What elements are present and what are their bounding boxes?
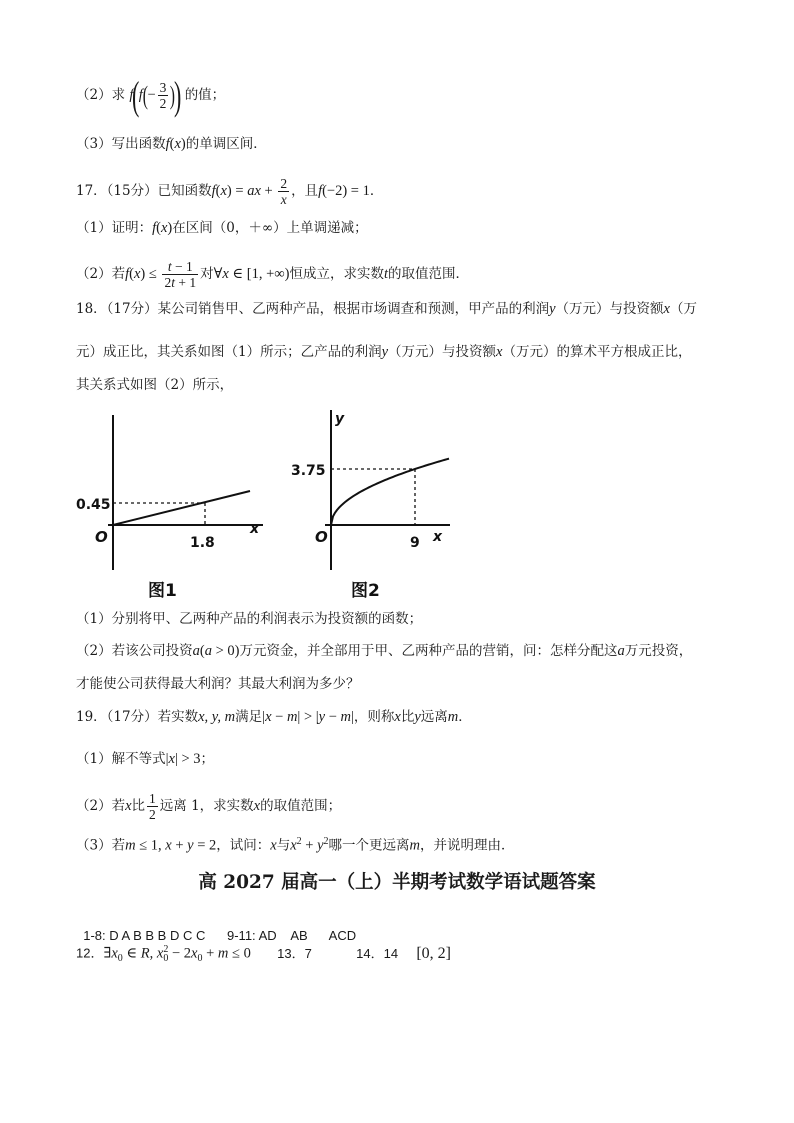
q18-line1c: （万 — [669, 301, 697, 317]
paren: ( — [142, 80, 148, 110]
minus-sign: − — [147, 87, 156, 103]
q19-part3: （3）若m ≤ 1, x + y = 2，试问：x与$x^2 + y^2$哪一个更远离m，并说明理由． — [76, 836, 515, 854]
q19-head-b: 满足 — [235, 709, 263, 725]
q19-part1: （1）解不等式|x| > 3； — [76, 751, 215, 767]
q19-head-f: ． — [458, 709, 472, 725]
answer-13: 13．7 — [277, 945, 312, 961]
paren: ) — [174, 72, 182, 118]
q19-head-e: 远离 — [420, 709, 448, 725]
figure-2-graph — [285, 405, 465, 605]
paren: ( — [132, 72, 140, 118]
q17-p1-prefix: （1）证明： — [76, 220, 153, 236]
q18-p1-text: （1）分别将甲、乙两种产品的利润表示为投资额的函数； — [76, 611, 423, 627]
q16-part2 — [76, 72, 226, 118]
q18-part2: （2）若该公司投资a(a > 0)万元资金，并全部用于甲、乙两种产品的营销，问：怎样分配这a万元投资， — [76, 643, 693, 659]
q18-line2: 元）成正比，其关系如图（1）所示；乙产品的利润y（万元）与投资额x（万元）的算术平方根成正比， — [76, 344, 692, 360]
fig1-y-tick: 0.45 — [76, 497, 111, 513]
answer-row-1 — [76, 909, 356, 945]
q16-p2-suffix: 的值； — [184, 87, 226, 103]
sqrt-curve — [331, 459, 449, 525]
q19-head-c: ，则称 — [353, 709, 395, 725]
q17-p1-mid: 在区间（0，＋∞）上单调递减； — [172, 220, 368, 236]
fig2-x-axis-label: x — [433, 529, 443, 545]
q17-p2-prefix: （2）若 — [76, 266, 126, 282]
fig1-origin: O — [95, 528, 108, 546]
q18-line2a: 元）成正比，其关系如图（1）所示；乙产品的利润 — [76, 344, 382, 360]
fig1-x-tick: 1.8 — [190, 535, 215, 551]
q16-p3-text: （3）写出函数 — [76, 136, 166, 152]
q18-p2c: 万元投资， — [624, 643, 693, 659]
fig1-x-axis-label: x — [250, 521, 260, 537]
fig2-origin: O — [315, 528, 328, 546]
q18-line2b: （万元）与投资额 — [388, 344, 497, 360]
q16-expr: f — [129, 87, 134, 103]
q19-p2d: 的取值范围； — [260, 798, 342, 814]
q19-part2: （2）若x比 $\frac{1}{2}$ 远离 1，求实数x的取值范围； — [76, 791, 342, 822]
fig2-y-tick: 3.75 — [291, 463, 326, 479]
proportional-line — [113, 491, 250, 525]
q19-head: 19．（17分）若实数x, y, m满足|x − m| > |y − m|，则称x比y远离m． — [76, 709, 472, 725]
q19-p3b: ，试问： — [216, 837, 271, 854]
fraction-t: $\frac{t - 1}{2t + 1}$ — [164, 259, 197, 290]
q18-line1-text: 18．（17分）某公司销售甲、乙两种产品，根据市场调查和预测，甲产品的利润 — [76, 301, 550, 317]
fig2-y-axis-label: y — [335, 411, 345, 427]
q19-p1a: （1）解不等式 — [76, 751, 166, 767]
q18-part1 — [76, 610, 422, 628]
q19-p2a: （2）若 — [76, 798, 126, 814]
q17-head: 17．（15分）已知函数f(x) = ax + $\frac{2}{x}$ ，且f(−2) = 1． — [76, 176, 384, 207]
q19-p2c: 远离 1，求实数 — [159, 798, 254, 814]
q17-tail: ，且 — [291, 183, 319, 199]
q19-p3e: ，并说明理由． — [420, 837, 515, 854]
q17-p2-mid: 对 — [200, 266, 214, 282]
q18-line1: 18．（17分）某公司销售甲、乙两种产品，根据市场调查和预测，甲产品的利润y（万元）与投资额x（万 — [76, 301, 697, 317]
q19-head-text: 19．（17分）若实数 — [76, 709, 199, 725]
q18-p2d: 才能使公司获得最大利润？其最大利润为多少？ — [76, 676, 360, 692]
q18-p2b: 万元资金，并全部用于甲、乙两种产品的营销，问：怎样分配这 — [239, 643, 618, 659]
q18-line2c: （万元）的算术平方根成正比， — [502, 344, 692, 360]
fraction-2-x: $\frac{2}{x}$ — [280, 176, 288, 207]
q17-part1: （1）证明：f(x)在区间（0，＋∞）上单调递减； — [76, 220, 368, 236]
q18-part2-cont — [76, 675, 360, 693]
math: f — [165, 136, 170, 152]
fig1-caption: 图1 — [148, 581, 177, 601]
q18-line3-text: 其关系式如图（2）所示， — [76, 377, 234, 393]
q16-expr-inner: f — [138, 87, 143, 103]
fig2-caption: 图2 — [351, 581, 380, 601]
answer-12-label: 12． — [76, 945, 104, 961]
fig2-x-tick: 9 — [410, 535, 420, 551]
q17-part2: （2）若f(x) ≤ $\frac{t - 1}{2t + 1}$ 对∀x ∈ [1, +∞)恒成立，求实数t的取值范围． — [76, 259, 469, 290]
q17-p2-end: 恒成立，求实数 — [289, 266, 384, 282]
answer-row-1-text: 1-8: D A B B B D C C 9-11: AD AB ACD — [83, 928, 357, 943]
q19-p3c: 与 — [276, 837, 291, 854]
q19-head-d: 比 — [400, 709, 415, 725]
q18-p2a: （2）若该公司投资 — [76, 643, 193, 659]
q18-line3 — [76, 376, 233, 394]
q16-p2-prefix: （2）求 — [76, 87, 126, 103]
q19-p1b: ； — [200, 751, 215, 767]
answer-row-2: 12．$\exists x_0$ ∈ R, $x_0^2 - 2x_0 + m \le 0$ 13．7 14．14 [0, 2] — [76, 944, 451, 965]
q19-p2b: 比 — [131, 798, 146, 814]
q16-part3: （3）写出函数f(x)的单调区间． — [76, 136, 267, 152]
q18-line1b: （万元）与投资额 — [555, 301, 664, 317]
paren: ) — [170, 80, 176, 110]
q16-p3-suffix: 的单调区间． — [185, 136, 267, 152]
q19-p3a: （3）若 — [76, 837, 126, 854]
q17-p2-end2: 的取值范围． — [387, 266, 469, 282]
answer-14-interval: [0, 2] — [416, 944, 451, 962]
figure-1-graph — [68, 405, 268, 605]
q19-p3d: 哪一个更远离 — [328, 837, 410, 854]
fraction-3-2: $\frac{3}{2}$ — [159, 80, 167, 111]
q17-head-text: 17．（15分）已知函数 — [76, 183, 212, 199]
answer-14: 14．14 — [356, 945, 399, 961]
fraction-1-2: $\frac{1}{2}$ — [149, 791, 156, 822]
answer-key-title: 高 2027 届高一（上）半期考试数学语试题答案 — [198, 872, 596, 893]
q17-tail-end: ． — [369, 183, 384, 199]
